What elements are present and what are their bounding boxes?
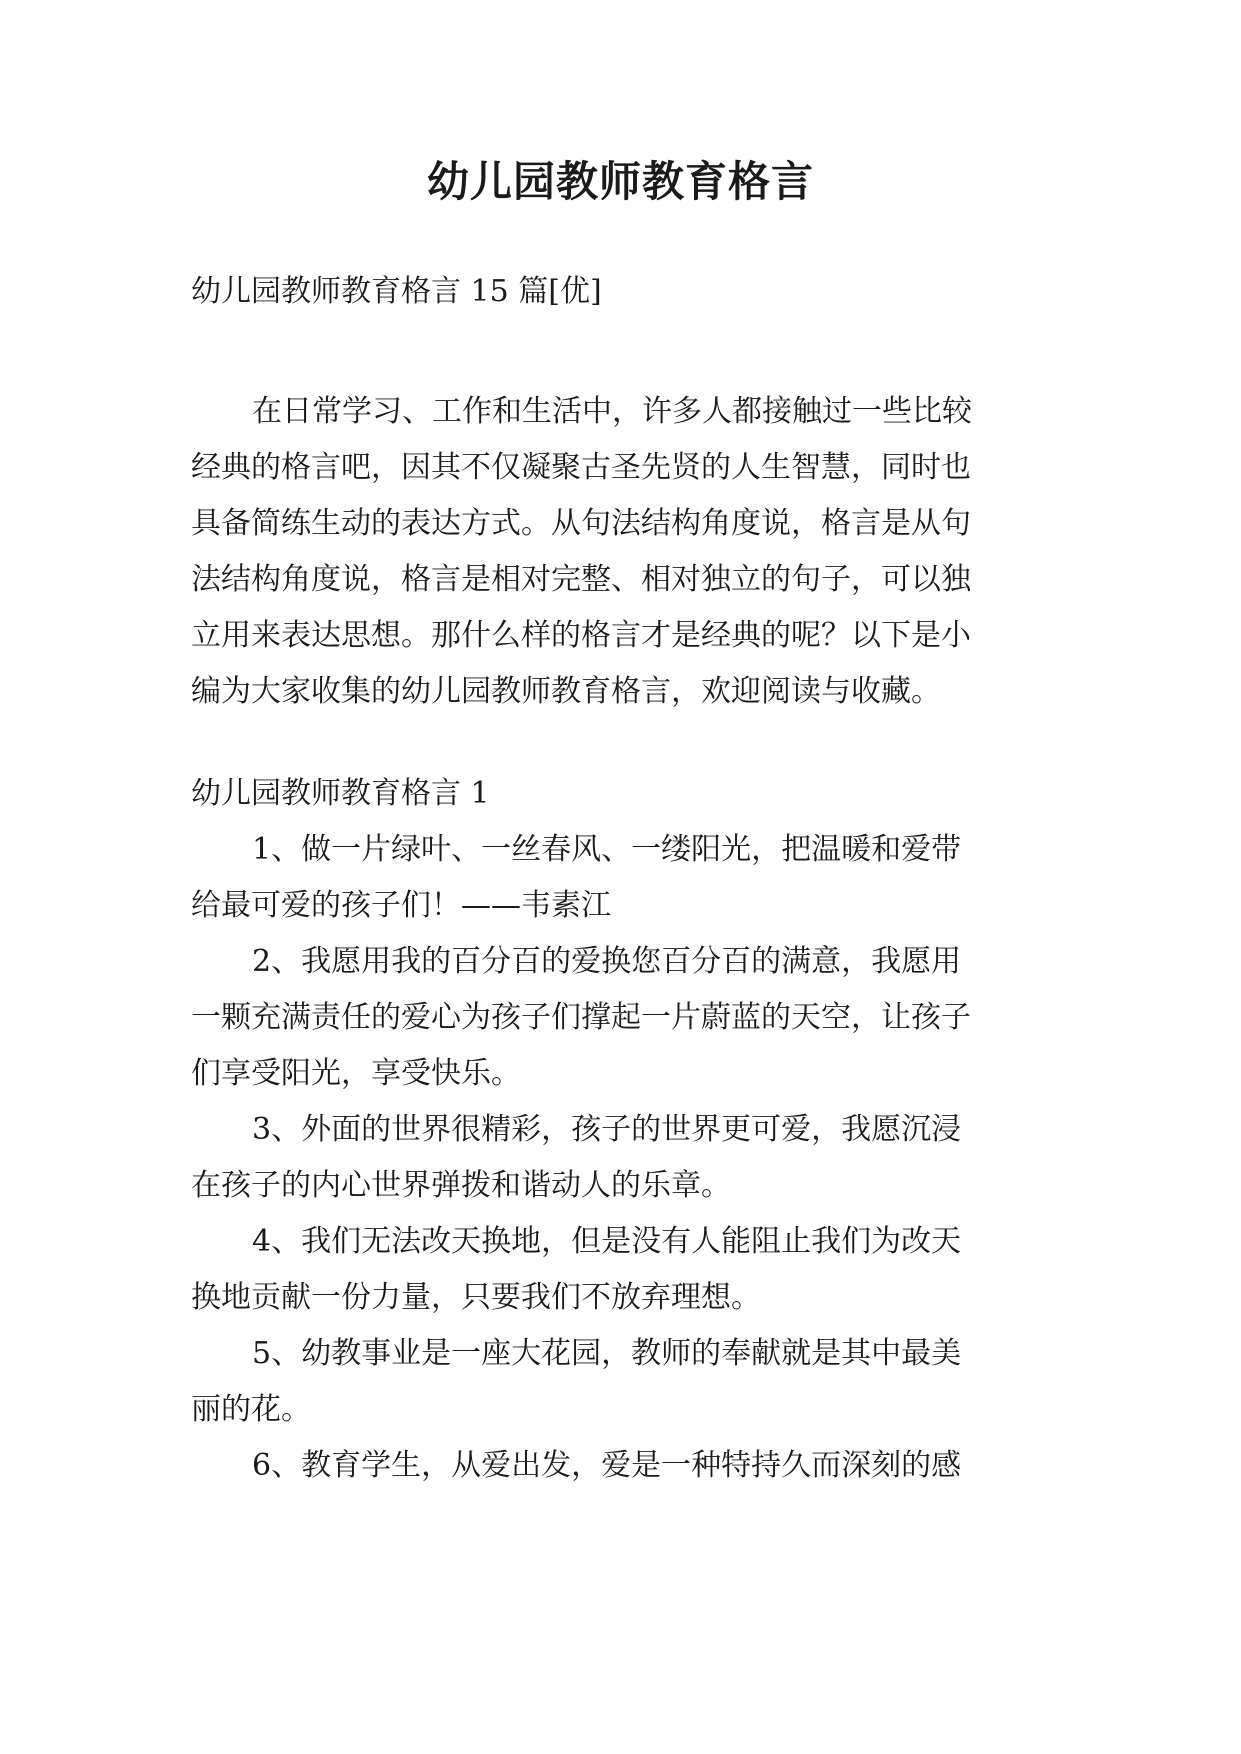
motto-line: 5、幼教事业是一座大花园，教师的奉献就是其中最美 [252,1336,962,1371]
motto-line: 一颗充满责任的爱心为孩子们撑起一片蔚蓝的天空，让孩子 [191,1000,971,1035]
section-heading: 幼儿园教师教育格言 1 [191,776,490,811]
intro-line: 在日常学习、工作和生活中，许多人都接触过一些比较 [252,394,972,429]
document-body [191,264,1051,1494]
intro-line: 具备简练生动的表达方式。从句法结构角度说，格言是从句 [191,506,971,541]
motto-line: 3、外面的世界很精彩，孩子的世界更可爱，我愿沉浸 [252,1112,962,1147]
intro-line: 法结构角度说，格言是相对完整、相对独立的句子，可以独 [191,562,971,597]
motto-line: 2、我愿用我的百分百的爱换您百分百的满意，我愿用 [252,944,962,979]
motto-item-1 [191,822,1051,934]
intro-paragraph [191,384,1051,720]
intro-line: 立用来表达思想。那什么样的格言才是经典的呢？以下是小 [191,618,971,653]
motto-item-2 [191,934,1051,1102]
motto-line: 给最可爱的孩子们！——韦素江 [191,888,611,923]
motto-item-6 [191,1438,1051,1494]
motto-item-3 [191,1102,1051,1214]
motto-line: 们享受阳光，享受快乐。 [191,1056,521,1091]
document-subtitle: 幼儿园教师教育格言 15 篇[优] [191,274,602,309]
intro-line: 经典的格言吧，因其不仅凝聚古圣先贤的人生智慧，同时也 [191,450,971,485]
motto-line: 6、教育学生，从爱出发，爱是一种特持久而深刻的感 [252,1448,962,1483]
motto-line: 1、做一片绿叶、一丝春风、一缕阳光，把温暖和爱带 [252,832,962,867]
motto-line: 换地贡献一份力量，只要我们不放弃理想。 [191,1280,761,1315]
motto-item-5 [191,1326,1051,1438]
motto-item-4 [191,1214,1051,1326]
motto-line: 丽的花。 [191,1392,311,1427]
intro-line: 编为大家收集的幼儿园教师教育格言，欢迎阅读与收藏。 [191,674,941,709]
document-title: 幼儿园教师教育格言 [426,157,814,206]
motto-line: 4、我们无法改天换地，但是没有人能阻止我们为改天 [252,1224,962,1259]
motto-line: 在孩子的内心世界弹拨和谐动人的乐章。 [191,1168,731,1203]
